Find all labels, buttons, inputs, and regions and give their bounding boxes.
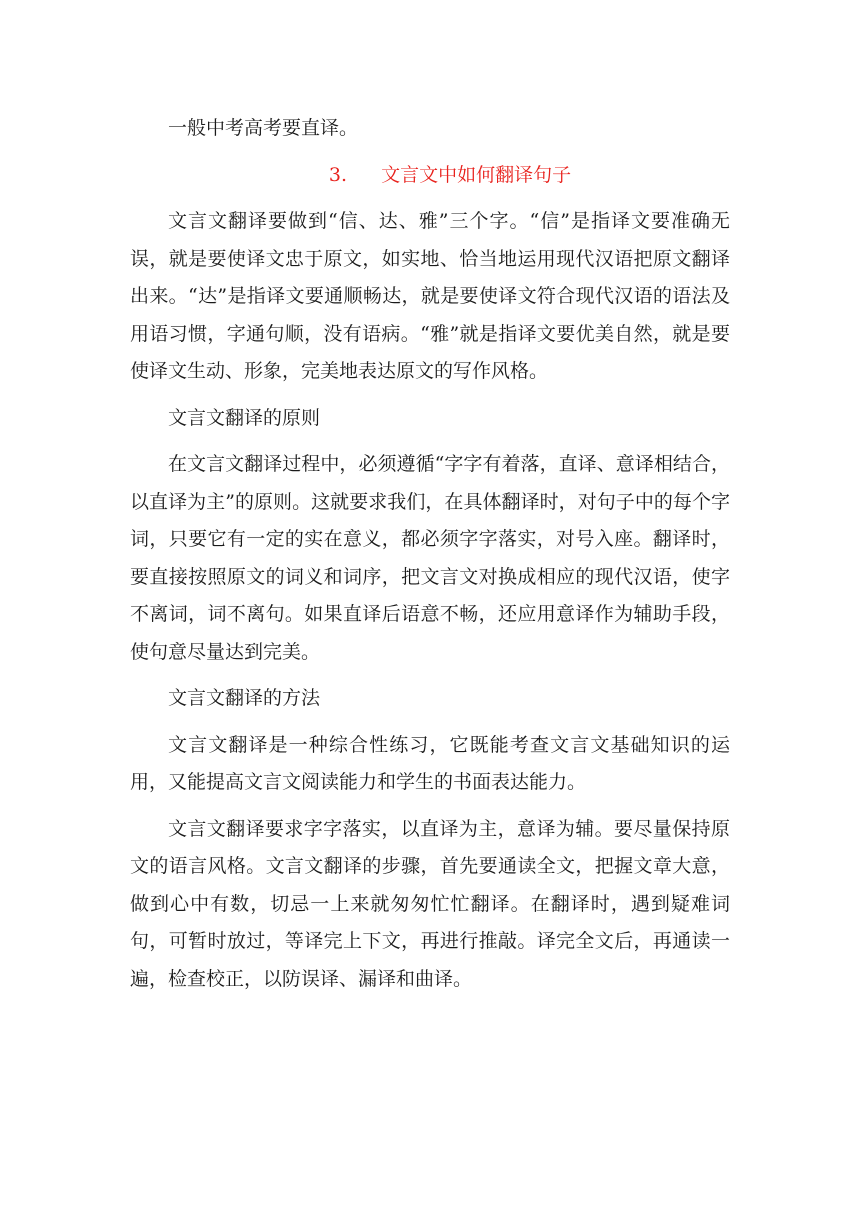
section-title: 文言文中如何翻译句子 [381, 163, 572, 186]
paragraph-method-steps: 文言文翻译要求字字落实，以直译为主，意译为辅。要尽量保持原文的语言风格。文言文翻译的步骤，首先要通读全文，把握文章大意，做到心中有数，切忌一上来就匆匆忙忙翻译。在翻译时，遇到疑难词句，可暂时放过，等译完上下文，再进行推敲。译完全文后，再通读一遍，检查校正，以防误译、漏译和曲译。 [130, 817, 730, 990]
intro-paragraph: 一般中考高考要直译。 [168, 117, 359, 139]
paragraph-method-intro: 文言文翻译是一种综合性练习，它既能考查文言文基础知识的运用，又能提高文言文阅读能力和学生的书面表达能力。 [130, 733, 730, 793]
subheading-method: 文言文翻译的方法 [168, 687, 321, 709]
paragraph-principle: 在文言文翻译过程中，必须遵循“字字有着落，直译、意译相结合，以直译为主”的原则。这就要求我们，在具体翻译时，对句子中的每个字词，只要它有一定的实在意义，都必须字字落实，对号入座。翻译时，要直接按照原文的词义和词序，把文言文对换成相应的现代汉语，使字不离词，词不离句。如果直译后语意不畅，还应用意译作为辅助手段，使句意尽量达到完美。 [130, 453, 730, 663]
section-number: 3. [328, 163, 348, 186]
subheading-principle: 文言文翻译的原则 [168, 406, 321, 429]
paragraph-xin-da-ya: 文言文翻译要做到“信、达、雅”三个字。“信”是指译文要准确无误，就是要使译文忠于原文，如实地、恰当地运用现代汉语把原文翻译出来。“达”是指译文要通顺畅达，就是要使译文符合现代汉语的语法及用语习惯，字通句顺，没有语病。“雅”就是指译文要优美自然，就是要使译文生动、形象，完美地表达原文的写作风格。 [130, 210, 730, 382]
document-body [130, 110, 730, 1007]
section-heading [170, 157, 730, 195]
